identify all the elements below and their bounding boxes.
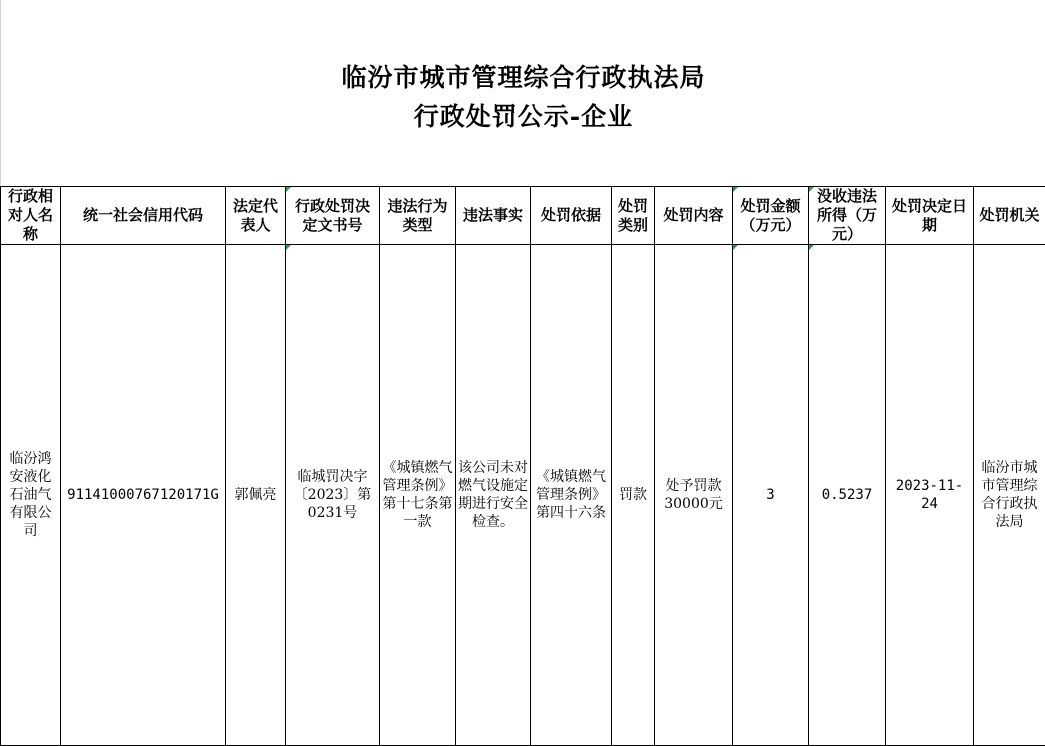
cell-basis[interactable]: 《城镇燃气管理条例》第四十六条 — [531, 245, 612, 746]
header-cell[interactable]: 法定代表人 — [226, 187, 286, 245]
header-cell[interactable]: 违法行为类型 — [380, 187, 456, 245]
cell-date[interactable]: 2023-11-24 — [886, 245, 974, 746]
header-cell[interactable]: 处罚依据 — [531, 187, 612, 245]
header-cell[interactable]: 统一社会信用代码 — [61, 187, 226, 245]
cell-legal-rep[interactable]: 郭佩亮 — [226, 245, 286, 746]
header-cell[interactable]: 处罚决定日期 — [886, 187, 974, 245]
cell-party-name[interactable]: 临汾鸿安液化石油气有限公司 — [1, 245, 61, 746]
cell-content[interactable]: 处予罚款30000元 — [655, 245, 733, 746]
header-cell[interactable]: 处罚金额（万元） — [733, 187, 809, 245]
page-subtitle: 行政处罚公示-企业 — [1, 97, 1045, 133]
penalty-table — [0, 186, 1045, 746]
cell-authority[interactable]: 临汾市城市管理综合行政执法局 — [974, 245, 1045, 746]
header-cell[interactable]: 处罚内容 — [655, 187, 733, 245]
header-cell[interactable]: 处罚机关 — [974, 187, 1045, 245]
cell-amount[interactable]: 3 — [733, 245, 809, 746]
table-row — [1, 245, 1045, 746]
header-row — [1, 187, 1045, 245]
cell-violation-type[interactable]: 《城镇燃气管理条例》第十七条第一款 — [380, 245, 456, 746]
cell-credit-code[interactable]: 91141000767120171G — [61, 245, 226, 746]
cell-confiscated[interactable]: 0.5237 — [809, 245, 886, 746]
cell-category[interactable]: 罚款 — [612, 245, 655, 746]
page-title: 临汾市城市管理综合行政执法局 — [1, 58, 1045, 94]
cell-facts[interactable]: 该公司未对燃气设施定期进行安全检查。 — [456, 245, 531, 746]
header-cell[interactable]: 行政相对人名称 — [1, 187, 61, 245]
header-cell[interactable]: 行政处罚决定文书号 — [286, 187, 380, 245]
cell-doc-no[interactable]: 临城罚决字〔2023〕第0231号 — [286, 245, 380, 746]
header-cell[interactable]: 违法事实 — [456, 187, 531, 245]
header-cell[interactable]: 处罚类别 — [612, 187, 655, 245]
header-cell[interactable]: 没收违法所得（万元） — [809, 187, 886, 245]
title-block — [0, 0, 1045, 186]
